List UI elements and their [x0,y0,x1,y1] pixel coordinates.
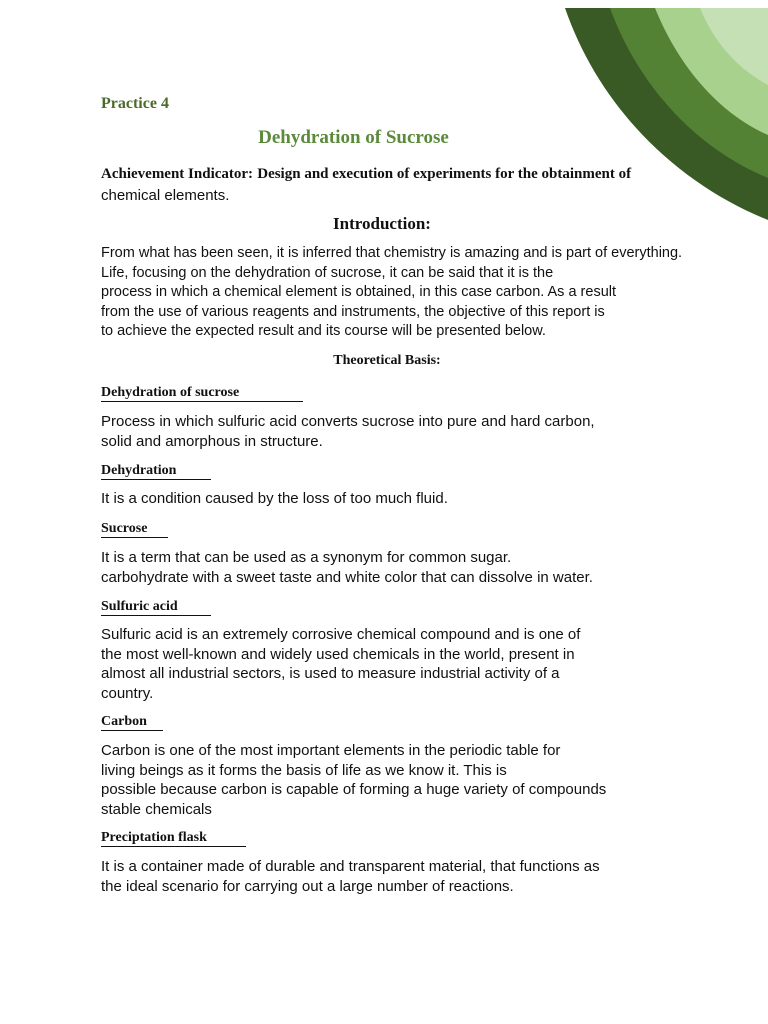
definition-line: country. [101,684,154,702]
intro-line: to achieve the expected result and its course will be presented below. [101,323,546,339]
definition-line: Sulfuric acid is an extremely corrosive chemical compound and is one of [101,626,581,643]
introduction-paragraph [101,244,682,342]
definition-line: stable chemicals [101,800,212,818]
practice-label: Practice 4 [101,95,169,112]
definition-line: carbohydrate with a sweet taste and white color that can dissolve in water. [101,568,593,586]
theoretical-basis-heading: Theoretical Basis: [333,353,441,368]
term-heading: Sucrose [101,520,168,538]
term-definition [101,741,606,819]
definition-line: living beings as it forms the basis of life as we know it. This is [101,761,507,779]
term-definition [101,548,593,587]
definition-line: It is a term that can be used as a synonym for common sugar. [101,549,512,566]
intro-line: from the use of various reagents and instruments, the objective of this report is [101,303,605,320]
intro-line: process in which a chemical element is obtained, in this case carbon. As a result [101,284,617,300]
achievement-indicator [101,163,701,206]
indicator-text-rest: chemical elements. [101,187,230,204]
definition-line: Carbon is one of the most important elements in the periodic table for [101,742,561,759]
definition-line: the ideal scenario for carrying out a large number of reactions. [101,877,514,895]
term-heading: Dehydration of sucrose [101,384,303,402]
term-heading: Sulfuric acid [101,598,211,616]
term-heading: Carbon [101,713,163,731]
term-heading: Preciptation flask [101,829,246,847]
intro-line: Life, focusing on the dehydration of sucrose, it can be said that it is the [101,264,554,281]
definition-line: almost all industrial sectors, is used to measure industrial activity of a [101,665,560,682]
term-heading: Dehydration [101,462,211,480]
intro-line: From what has been seen, it is inferred that chemistry is amazing and is part of everything. [101,245,683,261]
document-title: Dehydration of Sucrose [258,127,449,148]
definition-line: It is a container made of durable and transparent material, that functions as [101,858,600,875]
indicator-text: Design and execution of experiments for the obtainment of [257,166,632,182]
definition-line: the most well-known and widely used chemicals in the world, present in [101,645,575,663]
definition-line: solid and amorphous in structure. [101,432,323,450]
term-definition [101,489,448,509]
indicator-label: Achievement Indicator: [101,166,254,182]
definition-line: possible because carbon is capable of forming a huge variety of compounds [101,781,607,798]
term-definition [101,412,595,451]
definition-line: Process in which sulfuric acid converts sucrose into pure and hard carbon, [101,413,595,430]
introduction-heading: Introduction: [333,214,431,233]
term-definition [101,857,600,896]
definition-line: It is a condition caused by the loss of too much fluid. [101,490,448,507]
term-definition [101,625,580,703]
